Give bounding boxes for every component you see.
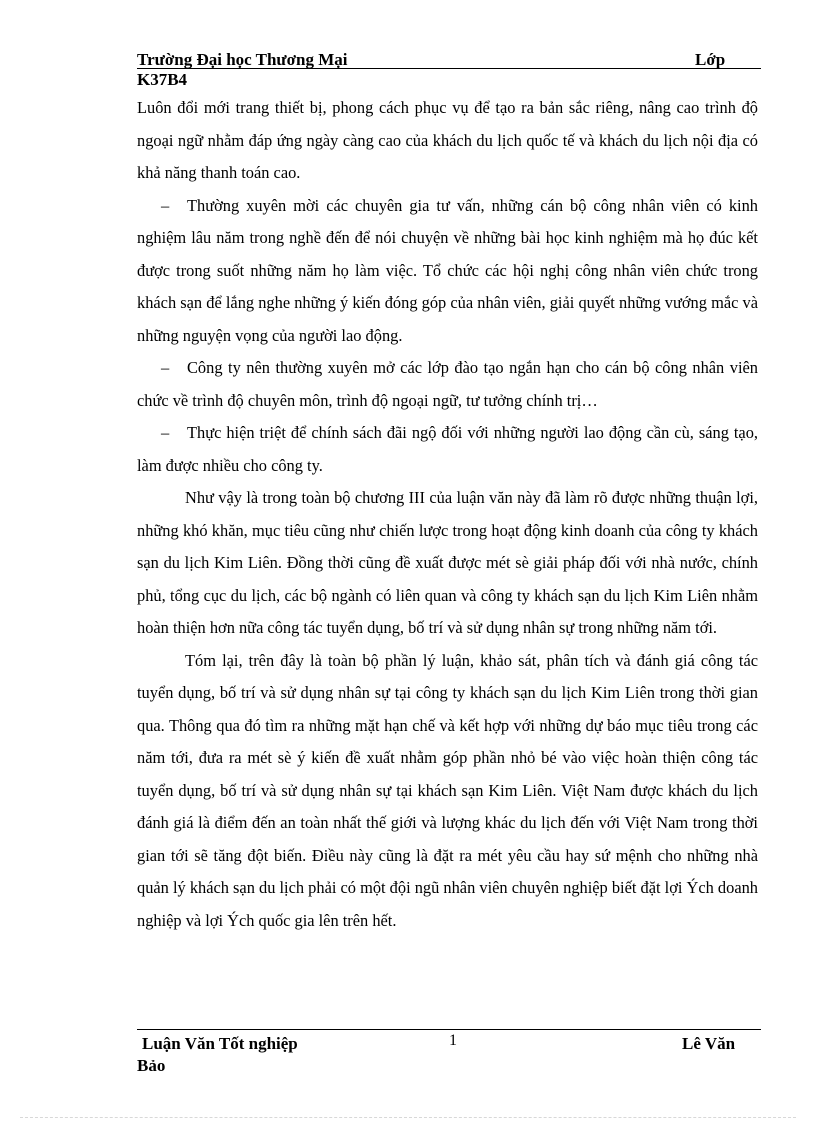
header-school-name: Trường Đại học Thương Mại — [137, 50, 348, 69]
bullet-text: Thường xuyên mời các chuyên gia tư vấn, những cán bộ công nhân viên có kinh nghiệm lâu năm trong nghề đến để nói chuyện về những bài học kinh nghiệm mà họ đúc kết được trong suốt những năm họ làm việc. Tổ chức các hội nghị công nhân viên chức trong khách sạn để lắng nghe những ý kiến đóng góp của nhân viên, giải quyết những vướng mắc và những nguyện vọng của người lao động. — [137, 195, 758, 345]
header-class-label: Lớp — [695, 50, 726, 69]
footer-author-name: Lê Văn — [682, 1034, 736, 1053]
paragraph-chapter-summary: Như vậy là trong toàn bộ chương III của luận văn này đã làm rõ được những thuận lợi, những khó khăn, mục tiêu cũng như chiến lược trong hoạt động kinh doanh của công ty khách sạn du lịch Kim Liên. Đồng thời cũng đề xuất được mét sè giải pháp đối với nhà nước, chính phủ, tổng cục du lịch, các bộ ngành có liên quan và công ty khách sạn du lịch Kim Liên nhằm hoàn thiện hơn nữa công tác tuyển dụng, bố trí và sử dụng nhân sự trong những năm tới. — [137, 488, 758, 637]
page-number: 1 — [449, 1032, 457, 1049]
bullet-item — [137, 190, 758, 353]
bullet-text: Công ty nên thường xuyên mở các lớp đào tạo ngắn hạn cho cán bộ công nhân viên chức về trình độ chuyên môn, trình độ ngoại ngữ, tư tưởng chính trị… — [137, 358, 758, 410]
footer-author-surname: Bảo — [137, 1056, 166, 1075]
bullet-dash: – — [161, 358, 170, 377]
page-edge — [20, 1117, 796, 1118]
bullet-text: Thực hiện triệt để chính sách đãi ngộ đối với những người lao động cần cù, sáng tạo, làm được nhiều cho công ty. — [137, 423, 758, 475]
paragraph-conclusion: Tóm lại, trên đây là toàn bộ phần lý luận, khảo sát, phân tích và đánh giá công tác tuyển dụng, bố trí và sử dụng nhân sự tại công ty khách sạn du lịch Kim Liên trong thời gian qua. Thông qua đó tìm ra những mặt hạn chế và kết hợp với những dự báo mục tiêu trong các năm tới, đưa ra mét sè ý kiến đề xuất nhằm góp phần nhỏ bé vào việc hoàn thiện công tác tuyển dụng, bố trí và sử dụng nhân sự tại khách sạn Kim Liên. Việt Nam được khách du lịch đánh giá là điểm đến an toàn nhất thế giới và lượng khác du lịch đến với Việt Nam trong thời gian tới sẽ tăng đột biến. Điều này cũng là đặt ra mét yêu cầu hay sứ mệnh cho những nhà quản lý khách sạn du lịch phải có một đội ngũ nhân viên chuyên nghiệp biết đặt lợi Ých doanh nghiệp và lợi Ých quốc gia lên trên hết. — [137, 650, 758, 930]
bullet-item — [137, 417, 758, 482]
paragraph-intro: Luôn đổi mới trang thiết bị, phong cách phục vụ để tạo ra bản sắc riêng, nâng cao trình độ ngoại ngữ nhằm đáp ứng ngày càng cao của khách du lịch quốc tế và khách du lịch nội địa có khả năng thanh toán cao. — [137, 98, 758, 182]
document-body — [137, 92, 758, 937]
bullet-dash: – — [161, 195, 170, 215]
footer-divider — [137, 1029, 761, 1030]
header-divider — [137, 68, 761, 69]
header-class-code: K37B4 — [137, 70, 188, 89]
bullet-dash: – — [161, 423, 170, 442]
footer-thesis-title: Luận Văn Tốt nghiệp — [142, 1034, 298, 1053]
bullet-item — [137, 352, 758, 417]
